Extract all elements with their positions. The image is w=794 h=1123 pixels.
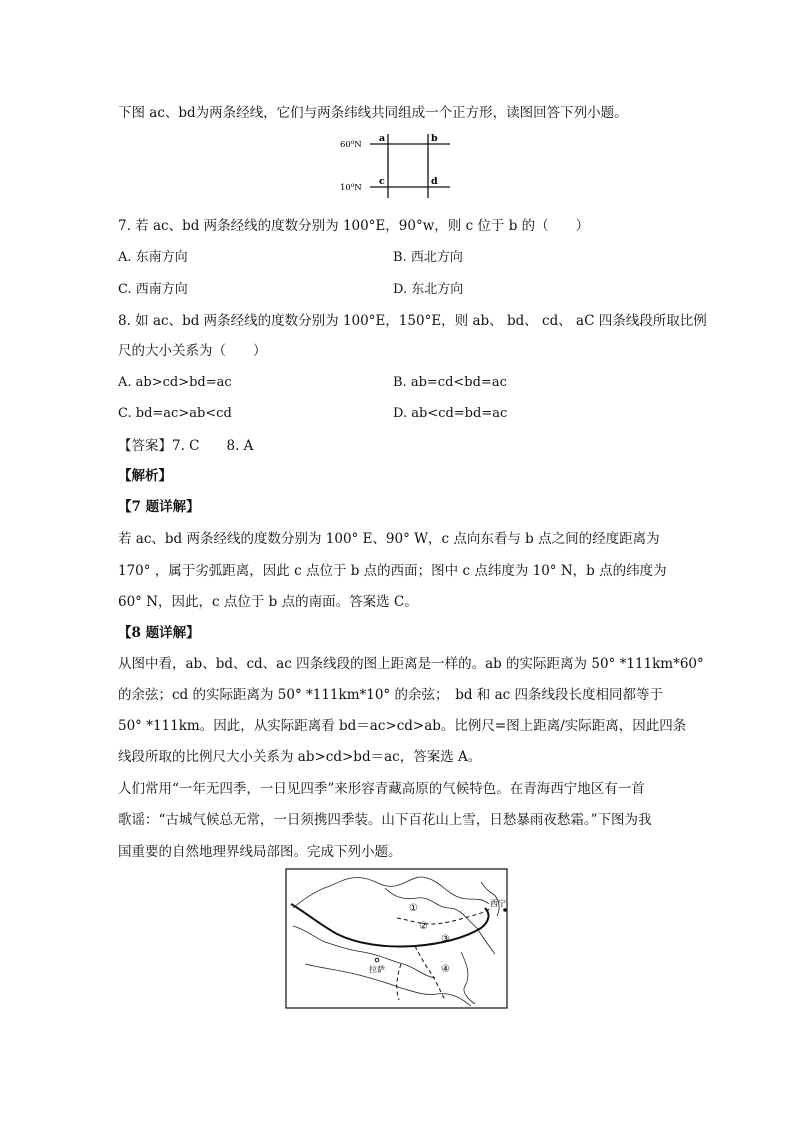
q8-detail-line2: 的余弦；cd 的实际距离为 50° *111km*10° 的余弦； bd 和 ac 四条线段长度相同都等于 xyxy=(118,687,663,703)
point-label-a: a xyxy=(379,133,386,144)
q8-stem-line1: 8. 如 ac、bd 两条经线的度数分别为 100°E，150°E，则 ab、 bd、 cd、 aC 四条线段所取比例 xyxy=(118,313,707,329)
grid-diagram xyxy=(340,130,455,202)
intro-text-1: 下图 ac、bd为两条经线，它们与两条纬线共同组成一个正方形，读图回答下列小题。 xyxy=(118,105,628,121)
q7-option-d: D. 东北方向 xyxy=(393,282,464,297)
q7-detail-line3: 60° N，因此，c 点位于 b 点的南面。答案选 C。 xyxy=(118,594,418,610)
q8-detail-line3: 50° *111km。因此，从实际距离看 bd＝ac>cd>ab。比例尺=图上距离/实际距离，因此四条 xyxy=(118,718,687,734)
analysis-heading: 【解析】 xyxy=(118,468,172,484)
lat-label-bottom: 10⁰N xyxy=(340,183,362,193)
q7-option-b: B. 西北方向 xyxy=(393,250,463,265)
marker-4: ④ xyxy=(441,964,450,975)
q7-option-a: A. 东南方向 xyxy=(118,250,188,265)
intro2-line1: 人们常用“一年无四季，一日见四季”来形容青藏高原的气候特色。在青海西宁地区有一首 xyxy=(118,781,645,797)
boundary-map-figure xyxy=(285,868,508,1009)
point-label-d: d xyxy=(431,176,438,187)
q7-detail-line1: 若 ac、bd 两条经线的度数分别为 100° E、90° W，c 点向东看与 b 点之间的经度距离为 xyxy=(118,531,660,547)
point-label-c: c xyxy=(379,176,385,187)
xining-marker xyxy=(503,908,507,912)
q8-option-c: C. bd=ac>ab<cd xyxy=(118,406,232,421)
marker-3: ③ xyxy=(441,934,450,945)
q8-stem-line2: 尺的大小关系为（ ） xyxy=(118,343,267,359)
q7-detail-heading: 【7 题详解】 xyxy=(118,499,200,515)
lat-label-top: 60⁰N xyxy=(340,140,362,150)
marker-1: ① xyxy=(409,903,418,914)
point-label-b: b xyxy=(431,133,438,144)
q7-option-c: C. 西南方向 xyxy=(118,282,188,297)
intro2-line2: 歌谣：“古城气候总无常，一日须携四季装。山下百花山上雪，日愁暴雨夜愁霜。”下图为我 xyxy=(118,812,652,828)
q8-detail-line1: 从图中看，ab、bd、cd、ac 四条线段的图上距离是一样的。ab 的实际距离为 50° *111km*60° xyxy=(118,656,704,672)
q8-option-d: D. ab<cd=bd=ac xyxy=(393,406,508,421)
q8-detail-heading: 【8 题详解】 xyxy=(118,625,200,641)
boundary-map xyxy=(285,868,508,1009)
marker-2: ② xyxy=(419,921,428,932)
xining-label: 西宁 xyxy=(490,899,506,908)
q7-stem: 7. 若 ac、bd 两条经线的度数分别为 100°E，90°w，则 c 位于 b 的（ ） xyxy=(118,218,590,234)
lasa-label: 拉萨 xyxy=(369,965,385,974)
q8-option-a: A. ab>cd>bd=ac xyxy=(118,375,232,390)
grid-figure xyxy=(340,130,455,202)
q8-detail-line4: 线段所取的比例尺大小关系为 ab>cd>bd＝ac，答案选 A。 xyxy=(118,749,482,765)
answer-line: 【答案】7. C 8. A xyxy=(118,438,254,454)
q7-detail-line2: 170° ，属于劣弧距离，因此 c 点位于 b 点的西面；图中 c 点纬度为 10° N，b 点的纬度为 xyxy=(118,563,667,579)
intro2-line3: 国重要的自然地理界线局部图。完成下列小题。 xyxy=(118,844,402,860)
q8-option-b: B. ab=cd<bd=ac xyxy=(393,375,507,390)
